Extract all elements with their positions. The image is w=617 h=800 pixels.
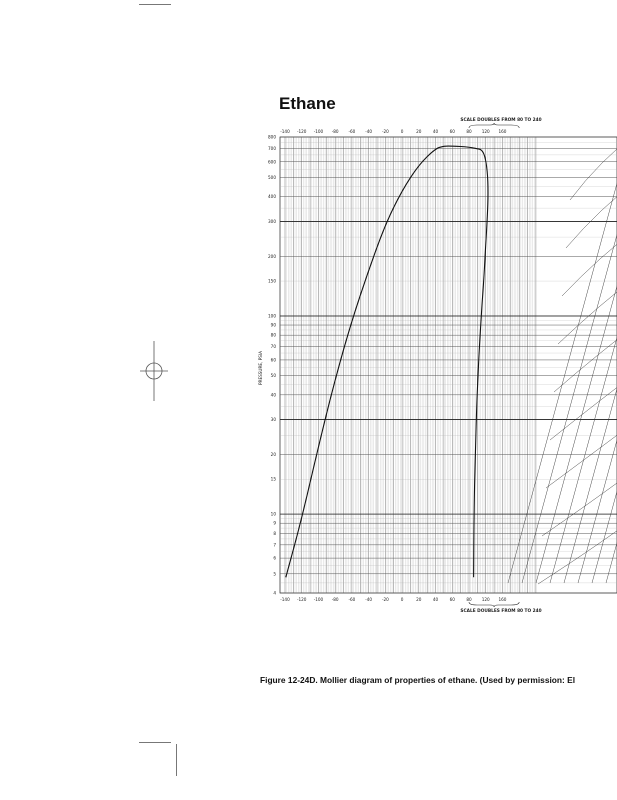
y-tick-label: 90 (270, 322, 276, 328)
x-tick-label-bottom: 20 (416, 597, 422, 602)
x-tick-label-bottom: -60 (348, 597, 356, 602)
entropy-line (536, 143, 617, 583)
figure-caption: Figure 12-24D. Mollier diagram of properties of ethane. (Used by permission: El (260, 675, 576, 685)
x-tick-label-bottom: 40 (432, 597, 439, 602)
chart-frame (280, 137, 617, 593)
x-tick-label-top: -20 (381, 129, 389, 134)
entropy-line (550, 143, 617, 583)
y-tick-label: 800 (268, 134, 276, 140)
y-tick-label: 100 (268, 313, 276, 319)
x-tick-label-bottom: -120 (296, 597, 307, 602)
y-tick-label: 6 (273, 555, 276, 561)
x-tick-label-top: -120 (296, 129, 307, 134)
x-tick-label-top: -140 (280, 129, 290, 134)
isotherm-line (570, 130, 617, 200)
y-tick-label: 10 (270, 511, 276, 517)
entropy-line (606, 143, 617, 583)
y-tick-label: 500 (268, 174, 276, 180)
isotherm-line (550, 370, 617, 440)
y-tick-label: 600 (268, 159, 276, 165)
x-tick-label-top: -100 (313, 129, 324, 134)
entropy-line (592, 143, 617, 583)
x-tick-label-bottom: 120 (481, 597, 490, 602)
y-tick-label: 15 (270, 476, 276, 482)
saturation-curve (286, 146, 488, 577)
x-tick-label-top: 20 (416, 129, 422, 134)
y-tick-label: 60 (270, 357, 276, 363)
isotherm-line (566, 178, 617, 248)
x-tick-label-top: 60 (449, 129, 455, 134)
isotherm-line (558, 274, 617, 344)
x-tick-label-top: 80 (466, 129, 472, 134)
y-tick-label: 50 (270, 373, 276, 379)
chart-grid (280, 137, 617, 593)
y-tick-label: 70 (270, 344, 276, 350)
y-tick-label: 200 (268, 253, 276, 259)
x-tick-label-top: 160 (498, 129, 507, 134)
y-tick-label: 80 (270, 332, 276, 338)
x-tick-label-bottom: -20 (381, 597, 389, 602)
x-tick-label-bottom: 0 (400, 597, 404, 602)
x-tick-label-top: 0 (400, 129, 404, 134)
page-title: Ethane (279, 94, 336, 113)
y-axis-label: PRESSURE, PSIA (258, 351, 263, 385)
y-tick-label: 30 (270, 417, 276, 423)
x-tick-label-bottom: -40 (365, 597, 373, 602)
entropy-line (508, 143, 617, 583)
y-tick-label: 20 (270, 451, 276, 457)
x-tick-label-bottom: 80 (466, 597, 472, 602)
scale-note-bottom: SCALE DOUBLES FROM 80 TO 240 (460, 609, 542, 614)
x-tick-label-bottom: -80 (331, 597, 339, 602)
y-tick-label: 40 (270, 392, 276, 398)
y-tick-label: 700 (268, 145, 276, 151)
chart-curves (286, 130, 617, 584)
x-tick-label-top: 120 (481, 129, 490, 134)
y-tick-label: 7 (273, 542, 276, 548)
y-tick-label: 8 (273, 530, 276, 536)
y-tick-label: 5 (273, 571, 276, 577)
x-tick-label-bottom: 60 (449, 597, 455, 602)
y-tick-label: 300 (268, 218, 276, 224)
vapor-region-lines (508, 130, 617, 584)
y-tick-label: 150 (268, 278, 276, 284)
y-tick-label: 4 (273, 590, 276, 596)
x-tick-label-top: 40 (432, 129, 439, 134)
x-tick-label-top: -60 (348, 129, 356, 134)
isotherm-line (562, 226, 617, 296)
x-tick-label-bottom: 160 (498, 597, 507, 602)
scale-note-top: SCALE DOUBLES FROM 80 TO 240 (460, 118, 542, 123)
x-tick-label-bottom: -100 (313, 597, 324, 602)
x-tick-label-top: -80 (331, 129, 339, 134)
y-tick-label: 9 (273, 520, 276, 526)
entropy-line (564, 143, 617, 583)
isotherm-line (538, 514, 617, 584)
y-tick-label: 400 (268, 194, 276, 200)
x-tick-label-bottom: -140 (280, 597, 290, 602)
isotherm-line (554, 322, 617, 392)
scale-note-bottom-brace (469, 602, 519, 607)
entropy-line (578, 143, 617, 583)
x-tick-label-top: -40 (365, 129, 373, 134)
scale-note-top-brace (469, 123, 519, 128)
